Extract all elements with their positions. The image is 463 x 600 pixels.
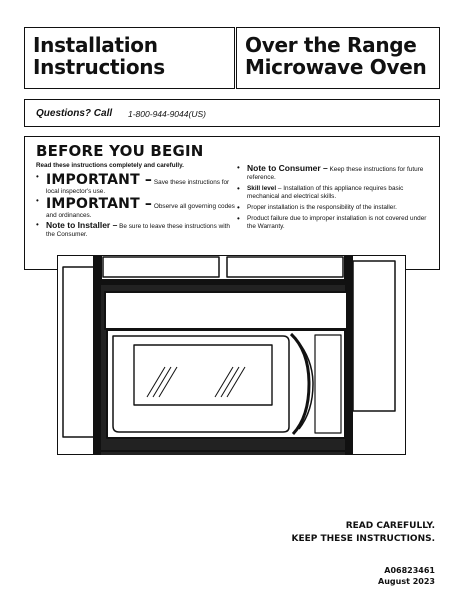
left-column: [36, 173, 236, 242]
bullet-icon: •: [36, 220, 39, 229]
bullet-icon: •: [36, 196, 39, 205]
list-item: [237, 215, 437, 231]
title-line-1: Installation: [33, 33, 158, 57]
product-line-1: Over the Range: [245, 33, 417, 57]
list-item: [237, 185, 437, 201]
bullet-icon: •: [237, 203, 240, 212]
item-keyword: Note to Installer –: [46, 220, 118, 230]
document-number: A06823461: [384, 566, 435, 575]
bullet-icon: •: [237, 184, 240, 193]
right-column: [237, 164, 437, 234]
keep-instructions-text: KEEP THESE INSTRUCTIONS.: [291, 534, 435, 544]
product-title: [245, 34, 426, 78]
list-item: [36, 221, 236, 239]
list-item: [36, 173, 236, 196]
item-keyword: IMPORTANT –: [46, 196, 153, 212]
item-text: Observe all governing codes and ordinances.: [46, 203, 235, 219]
read-carefully-notice: [292, 520, 436, 546]
bullet-icon: •: [237, 163, 240, 172]
item-text: Save these instructions for local inspector's use.: [46, 179, 230, 195]
title-box-installation: [24, 27, 235, 89]
questions-label: Questions? Call: [36, 108, 113, 119]
document-code-block: [378, 565, 435, 587]
read-instructions-line: Read these instructions completely and carefully.: [36, 162, 184, 169]
product-line-2: Microwave Oven: [245, 55, 427, 79]
microwave-illustration: [57, 255, 406, 455]
item-keyword: IMPORTANT –: [46, 172, 153, 188]
questions-box: [24, 99, 440, 127]
item-text: Keep these instructions for future reference.: [247, 166, 424, 181]
item-keyword: Note to Consumer –: [247, 163, 328, 173]
item-text: – Installation of this appliance requires basic mechanical and electrical skills.: [247, 185, 404, 200]
document-title: [33, 34, 165, 78]
item-text: Proper installation is the responsibility of the installer.: [247, 204, 397, 211]
before-heading: BEFORE YOU BEGIN: [36, 142, 204, 160]
item-text: Product failure due to improper installation is not covered under the Warranty.: [247, 215, 427, 230]
title-box-product: [236, 27, 440, 89]
item-keyword: Skill level: [247, 185, 277, 192]
phone-number: 1-800-944-9044(US): [128, 109, 206, 119]
list-item: [237, 164, 437, 182]
bullet-icon: •: [36, 172, 39, 181]
read-carefully-text: READ CAREFULLY.: [345, 521, 435, 531]
list-item: [237, 204, 437, 212]
list-item: [36, 197, 236, 220]
item-text: Be sure to leave these instructions with the Consumer.: [46, 223, 230, 238]
document-date: August 2023: [378, 577, 435, 586]
title-line-2: Instructions: [33, 55, 165, 79]
bullet-icon: •: [237, 214, 240, 223]
before-you-begin-box: [24, 136, 440, 270]
